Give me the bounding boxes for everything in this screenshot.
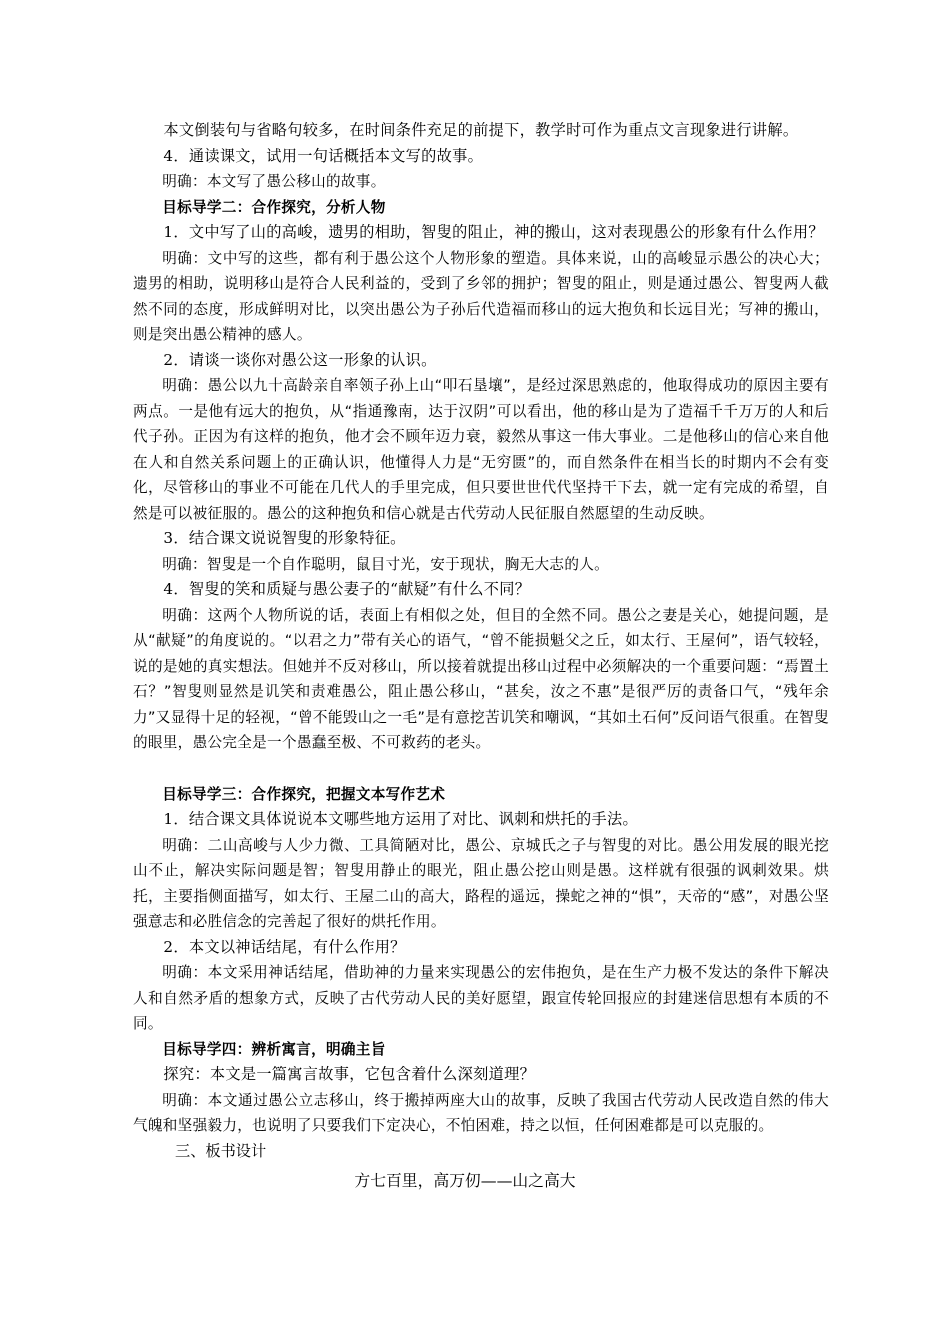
document-body bbox=[133, 118, 829, 1194]
question-paragraph: 2．本文以神话结尾，有什么作用？ bbox=[163, 937, 406, 956]
question-paragraph: 4．通读课文，试用一句话概括本文写的故事。 bbox=[163, 146, 484, 165]
question-paragraph: 1．文中写了山的高峻，遗男的相助，智叟的阻止，神的搬山，这对表现愚公的形象有什么作用？ bbox=[163, 223, 824, 241]
answer-paragraph: 明确：文中写的这些，都有利于愚公这个人物形象的塑造。具体来说，山的高峻显示愚公的决心大；遗男的相助，说明移山是符合人民利益的，受到了乡邻的拥护；智叟的阻止，则是通过愚公、智叟两人截然不同的态度，形成鲜明对比，以突出愚公为子孙后代造福而移山的远大抱负和长远目光；写神的搬山，则是突出愚公精神的感人。 bbox=[133, 249, 829, 343]
answer-paragraph: 明确：二山高峻与人少力微、工具简陋对比，愚公、京城氏之子与智叟的对比。愚公用发展的眼光挖山不止，解决实际问题是智；智叟用静止的眼光，阻止愚公挖山则是愚。这样就有很强的讽刺效果。烘托，主要指侧面描写，如太行、王屋二山的高大，路程的遥远，操蛇之神的“惧”，天帝的“感”，对愚公坚强意志和必胜信念的完善起了很好的烘托作用。 bbox=[133, 836, 829, 930]
intro-paragraph: 本文倒装句与省略句较多，在时间条件充足的前提下，教学时可作为重点文言现象进行讲解。 bbox=[163, 121, 799, 139]
question-paragraph: 4．智叟的笑和质疑与愚公妻子的“献疑”有什么不同？ bbox=[163, 580, 531, 598]
question-paragraph: 1．结合课文具体说说本文哪些地方运用了对比、讽刺和烘托的手法。 bbox=[163, 810, 638, 828]
section-heading: 目标导学四：辨析寓言，明确主旨 bbox=[162, 1040, 386, 1058]
paragraph-gap bbox=[133, 756, 829, 782]
answer-paragraph: 明确：愚公以九十高龄亲自率领子孙上山“叩石垦壤”，是经过深思熟虑的，他取得成功的原因主要有两点。一是他有远大的抱负，从“指通豫南，达于汉阴”可以看出，他的移山是为了造福千千万万的人和后代子孙。正因为有这样的抱负，他才会不顾年迈力衰，毅然从事这一伟大事业。二是他移山的信心来自他在人和自然关系问题上的正确认识，他懂得人力是“无穷匮”的，而自然条件在相当长的时期内不会有变化，尽管移山的事业不可能在几代人的手里完成，但只要世世代代坚持干下去，就一定有完成的希望，自然是可以被征服的。愚公的这种抱负和信心就是古代劳动人民征服自然愿望的生动反映。 bbox=[133, 377, 829, 522]
board-design-heading: 三、板书设计 bbox=[175, 1141, 267, 1160]
section-heading: 目标导学二：合作探究，分析人物 bbox=[162, 198, 386, 216]
question-paragraph: 探究：本文是一篇寓言故事，它包含着什么深刻道理？ bbox=[163, 1065, 536, 1083]
section-heading: 目标导学三：合作探究，把握文本写作艺术 bbox=[162, 785, 446, 803]
answer-paragraph: 明确：本文采用神话结尾，借助神的力量来实现愚公的宏伟抱负，是在生产力极不发达的条件下解决人和自然矛盾的想象方式，反映了古代劳动人民的美好愿望，跟宣传轮回报应的封建迷信思想有本质的不同。 bbox=[133, 964, 829, 1032]
answer-paragraph: 明确：智叟是一个自作聪明，鼠目寸光，安于现状，胸无大志的人。 bbox=[162, 555, 610, 573]
question-paragraph: 3．结合课文说说智叟的形象特征。 bbox=[163, 529, 406, 547]
question-paragraph: 2．请谈一谈你对愚公这一形象的认识。 bbox=[163, 350, 437, 369]
answer-paragraph: 明确：本文通过愚公立志移山，终于搬掉两座大山的故事，反映了我国古代劳动人民改造自然的伟大气魄和坚强毅力，也说明了只要我们下定决心，不怕困难，持之以恒，任何困难都是可以克服的。 bbox=[133, 1091, 829, 1134]
answer-paragraph: 明确：本文写了愚公移山的故事。 bbox=[162, 173, 386, 190]
board-design-line: 方七百里，高万仞——山之高大 bbox=[354, 1171, 576, 1190]
answer-paragraph: 明确：这两个人物所说的话，表面上有相似之处，但目的全然不同。愚公之妻是关心，她提问题，是从“献疑”的角度说的。“以君之力”带有关心的语气，“曾不能损魁父之丘，如太行、王屋何”，语气较轻，说的是她的真实想法。但她并不反对移山，所以接着就提出移山过程中必须解决的一个重要问题：“焉置土石？”智叟则显然是讥笑和责难愚公，阻止愚公移山，“甚矣，汝之不惠”是很严厉的责备口气，“残年余力”又显得十足的轻视，“曾不能毁山之一毛”是有意挖苦讥笑和嘲讽，“其如土石何”反问语气很重。在智叟的眼里，愚公完全是一个愚蠢至极、不可救药的老头。 bbox=[133, 606, 829, 751]
